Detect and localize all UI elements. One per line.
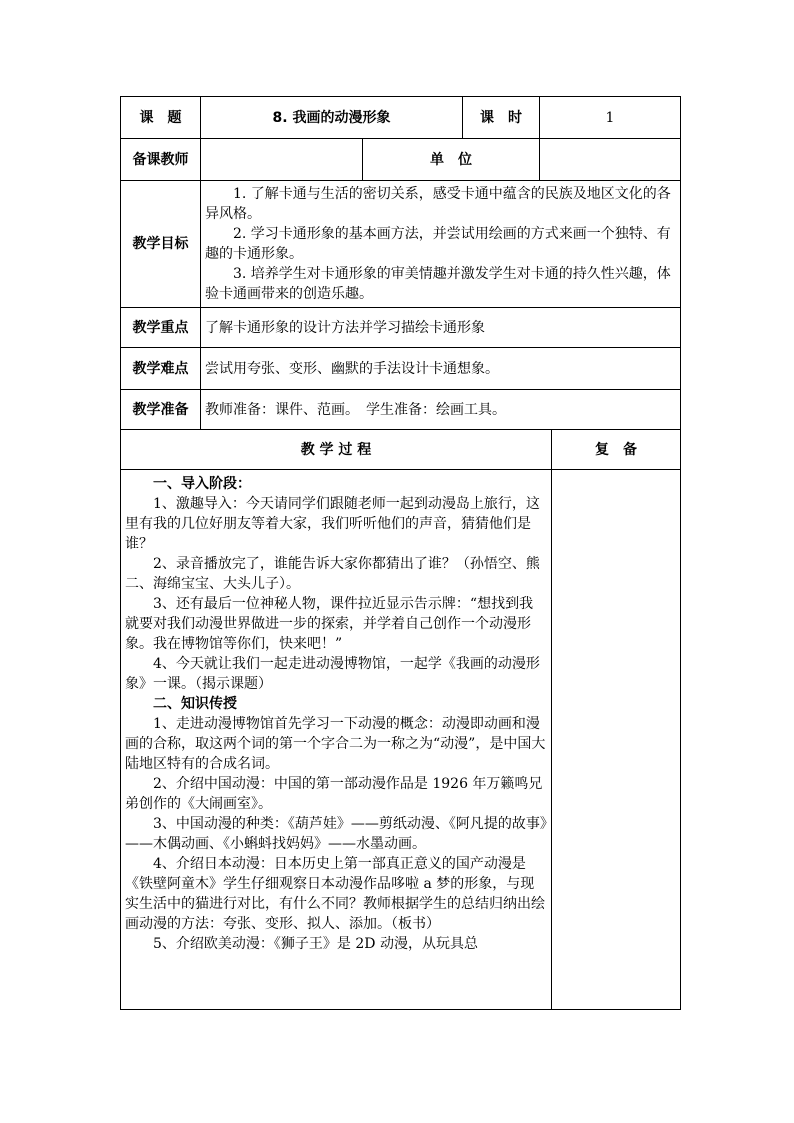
hours-label: 课 时	[463, 97, 540, 139]
key-point-label: 教学重点	[121, 308, 201, 348]
teacher-row	[121, 139, 681, 181]
goals-row	[121, 181, 681, 308]
difficulty-value: 尝试用夸张、变形、幽默的手法设计卡通想象。	[201, 348, 681, 390]
goals-content	[201, 181, 681, 308]
hours-value: 1	[540, 97, 681, 139]
process-header-row	[121, 430, 681, 470]
section2-title: 二、知识传授	[153, 696, 237, 712]
process-content	[121, 470, 552, 1010]
key-point-row	[121, 308, 681, 348]
teacher-value	[201, 139, 363, 181]
difficulty-label: 教学难点	[121, 348, 201, 390]
teacher-label: 备课教师	[121, 139, 201, 181]
review-label: 复 备	[552, 430, 681, 470]
section2-item-2: 2、介绍中国动漫：中国的第一部动漫作品是 1926 年万籁鸣兄弟创作的《大闹画室》。	[125, 776, 543, 812]
section1-item-1: 1、激趣导入：今天请同学们跟随老师一起到动漫岛上旅行，这里有我的几位好朋友等着大家，我们听听他们的声音，猜猜他们是谁？	[125, 496, 540, 552]
section1-item-3: 3、还有最后一位神秘人物，课件拉近显示告示牌：“想找到我就要对我们动漫世界做进一步的探索，并学着自己创作一个动漫形象。我在博物馆等你们，快来吧！”	[125, 596, 534, 652]
unit-value	[540, 139, 681, 181]
goals-label: 教学目标	[121, 181, 201, 308]
section1-item-4: 4、今天就让我们一起走进动漫博物馆，一起学《我画的动漫形象》一课。（揭示课题）	[125, 656, 540, 692]
section2-item-3: 3、中国动漫的种类：《葫芦娃》——剪纸动漫、《阿凡提的故事》——木偶动画、《小蝌蚪找妈妈》——水墨动画。	[125, 816, 547, 852]
goal-item-2: 2. 学习卡通形象的基本画方法，并尝试用绘画的方式来画一个独特、有趣的卡通形象。	[205, 226, 671, 262]
section1-item-2: 2、录音播放完了，谁能告诉大家你都猜出了谁？（孙悟空、熊二、海绵宝宝、大头儿子）。	[125, 556, 540, 592]
topic-value: 8. 我画的动漫形象	[201, 97, 463, 139]
goal-item-1: 1. 了解卡通与生活的密切关系，感受卡通中蕴含的民族及地区文化的各异风格。	[205, 186, 671, 222]
preparation-row	[121, 390, 681, 430]
process-row	[121, 470, 681, 1010]
unit-label: 单 位	[363, 139, 540, 181]
topic-row	[121, 97, 681, 139]
goal-item-3: 3. 培养学生对卡通形象的审美情趣并激发学生对卡通的持久性兴趣，体验卡通画带来的创造乐趣。	[205, 266, 671, 302]
section2-item-1: 1、走进动漫博物馆首先学习一下动漫的概念：动漫即动画和漫画的合称，取这两个词的第一个字合二为一称之为“动漫”，是中国大陆地区特有的合成名词。	[125, 716, 546, 772]
preparation-label: 教学准备	[121, 390, 201, 430]
section2-item-4: 4、介绍日本动漫：日本历史上第一部真正意义的国产动漫是《铁壁阿童木》学生仔细观察日本动漫作品哆啦 a 梦的形象，与现实生活中的猫进行对比，有什么不同？教师根据学生的总结归纳出绘画动漫的方法：夸张、变形、拟人、添加。（板书）	[125, 856, 545, 932]
review-content	[552, 470, 681, 1010]
topic-label: 课 题	[121, 97, 201, 139]
lesson-plan-table	[120, 96, 681, 1010]
section1-title: 一、导入阶段：	[153, 476, 251, 492]
difficulty-row	[121, 348, 681, 390]
key-point-value: 了解卡通形象的设计方法并学习描绘卡通形象	[201, 308, 681, 348]
preparation-value: 教师准备：课件、范画。 学生准备：绘画工具。	[201, 390, 681, 430]
section2-item-5: 5、介绍欧美动漫：《狮子王》是 2D 动漫，从玩具总	[153, 936, 478, 952]
process-label: 教 学 过 程	[121, 430, 552, 470]
